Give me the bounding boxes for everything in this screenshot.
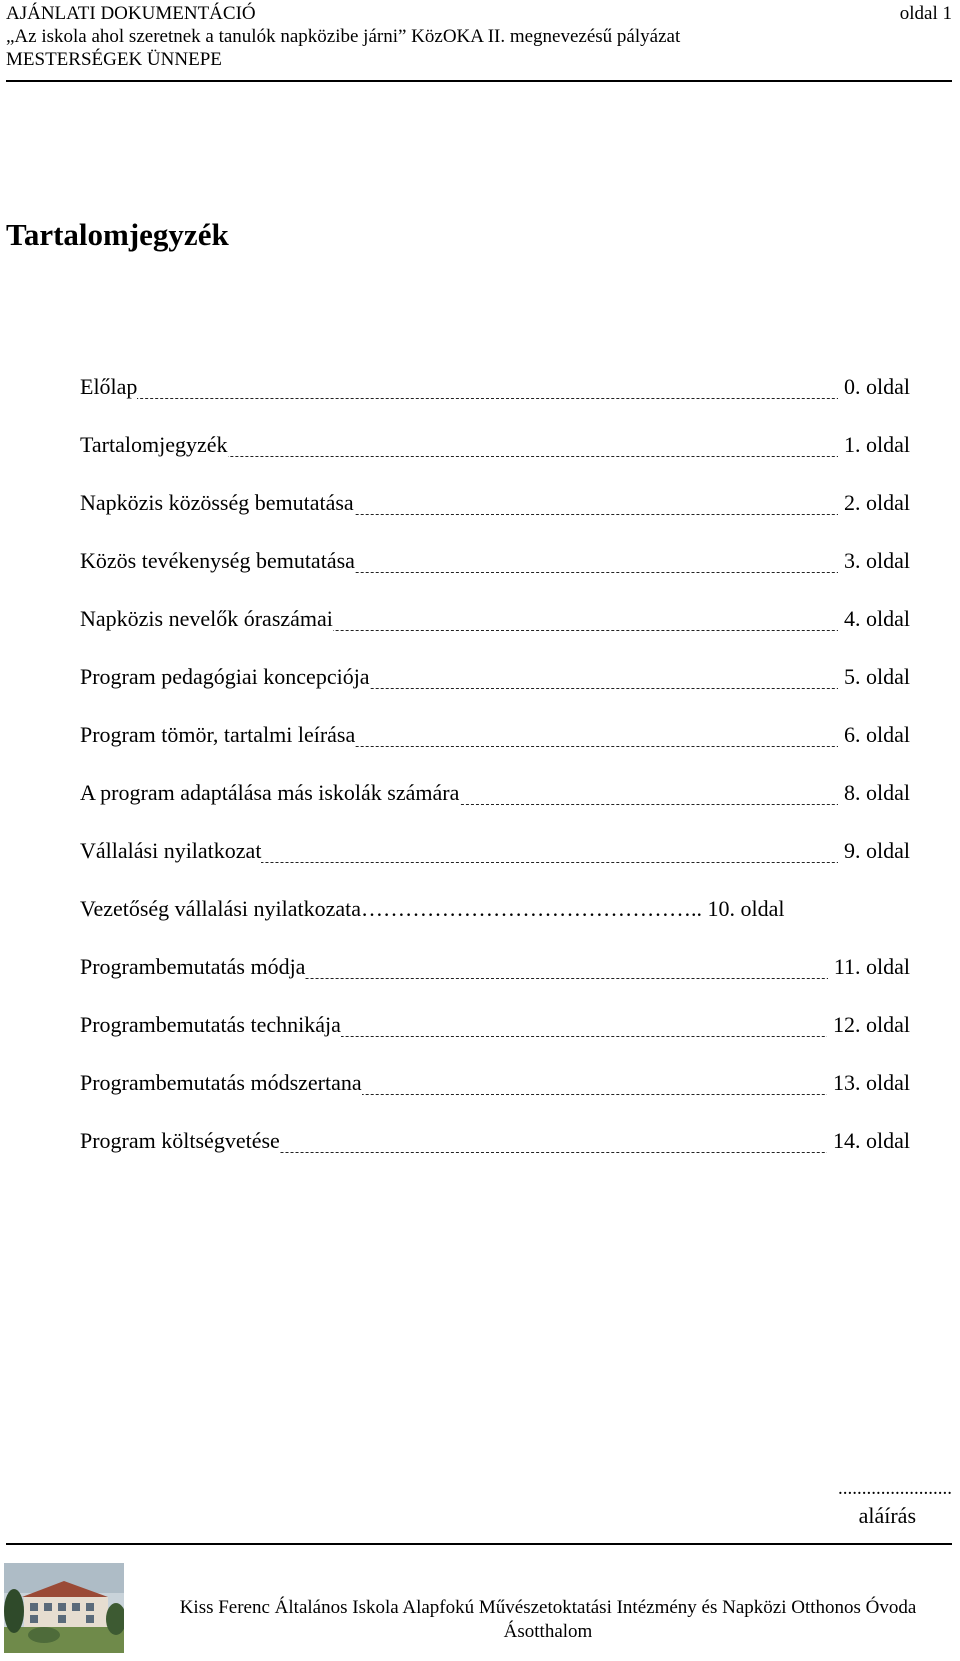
toc-entry[interactable]: [80, 778, 910, 836]
toc-entry[interactable]: [80, 720, 910, 778]
toc-entry[interactable]: [80, 662, 910, 720]
toc-entry[interactable]: [80, 952, 910, 1010]
toc-entry-page: 3. oldal: [838, 546, 910, 576]
toc-entry-title: Program költségvetése: [80, 1126, 280, 1156]
signature-block: [712, 1478, 952, 1530]
toc-entry-title: Program tömör, tartalmi leírása: [80, 720, 355, 750]
toc-entry-title: Programbemutatás módszertana: [80, 1068, 362, 1098]
table-of-contents: [80, 372, 910, 1184]
header-line-3: MESTERSÉGEK ÜNNEPE: [6, 49, 222, 70]
header-line-1: AJÁNLATI DOKUMENTÁCIÓ: [6, 3, 256, 24]
document-header: [6, 2, 952, 71]
toc-entry-page: 2. oldal: [838, 488, 910, 518]
toc-entry-title: Vállalási nyilatkozat: [80, 836, 261, 866]
footer-institution-name: Kiss Ferenc Általános Iskola Alapfokú Művészetoktatási Intézmény és Napközi Otthonos Óvoda: [179, 1597, 917, 1618]
toc-entry-page: 14. oldal: [827, 1126, 910, 1156]
toc-entry[interactable]: [80, 604, 910, 662]
toc-entry[interactable]: [80, 546, 910, 604]
signature-label: aláírás: [858, 1503, 916, 1528]
toc-entry[interactable]: [80, 1126, 910, 1184]
toc-entry-page: 12. oldal: [827, 1010, 910, 1040]
school-building-photo: [4, 1563, 124, 1653]
header-page-number: oldal 1: [899, 3, 952, 24]
toc-entry[interactable]: [80, 1010, 910, 1068]
toc-entry-page: 6. oldal: [838, 720, 910, 750]
header-line-2: „Az iskola ahol szeretnek a tanulók napközibe járni” KözOKA II. megnevezésű pályázat: [6, 26, 681, 47]
toc-entry-page: 9. oldal: [838, 836, 910, 866]
footer-divider: [6, 1543, 952, 1545]
toc-entry[interactable]: [80, 836, 910, 894]
toc-entry-page: 13. oldal: [827, 1068, 910, 1098]
toc-entry[interactable]: [80, 430, 910, 488]
dot-leader: [80, 398, 910, 399]
toc-entry[interactable]: [80, 372, 910, 430]
footer-town: Ásotthalom: [503, 1621, 593, 1642]
toc-entry-title: Napközis nevelők óraszámai: [80, 604, 333, 634]
toc-entry-title: Vezetőség vállalási nyilatkozata……………………………………….. 10. oldal: [80, 894, 784, 924]
toc-entry-title: Közös tevékenység bemutatása: [80, 546, 355, 576]
toc-entry[interactable]: [80, 488, 910, 546]
toc-entry-page: 1. oldal: [838, 430, 910, 460]
school-building-image: [4, 1563, 124, 1653]
footer-institution: [138, 1596, 958, 1644]
toc-entry-page: 4. oldal: [838, 604, 910, 634]
toc-entry-title: Tartalomjegyzék: [80, 430, 228, 460]
toc-entry-title: A program adaptálása más iskolák számára: [80, 778, 459, 808]
toc-entry-page: 0. oldal: [838, 372, 910, 402]
toc-entry-title: Programbemutatás technikája: [80, 1010, 341, 1040]
toc-entry-page: 5. oldal: [838, 662, 910, 692]
toc-entry-title: Programbemutatás módja: [80, 952, 305, 982]
page-title: Tartalomjegyzék: [6, 217, 229, 252]
signature-line: ........................: [838, 1478, 952, 1499]
toc-entry-title: Előlap: [80, 372, 137, 402]
toc-entry-title: Program pedagógiai koncepciója: [80, 662, 370, 692]
toc-entry-page: 8. oldal: [838, 778, 910, 808]
header-divider: [6, 80, 952, 82]
toc-entry-title: Napközis közösség bemutatása: [80, 488, 354, 518]
toc-entry[interactable]: [80, 894, 910, 952]
toc-entry-page: 11. oldal: [828, 952, 910, 982]
toc-entry[interactable]: [80, 1068, 910, 1126]
